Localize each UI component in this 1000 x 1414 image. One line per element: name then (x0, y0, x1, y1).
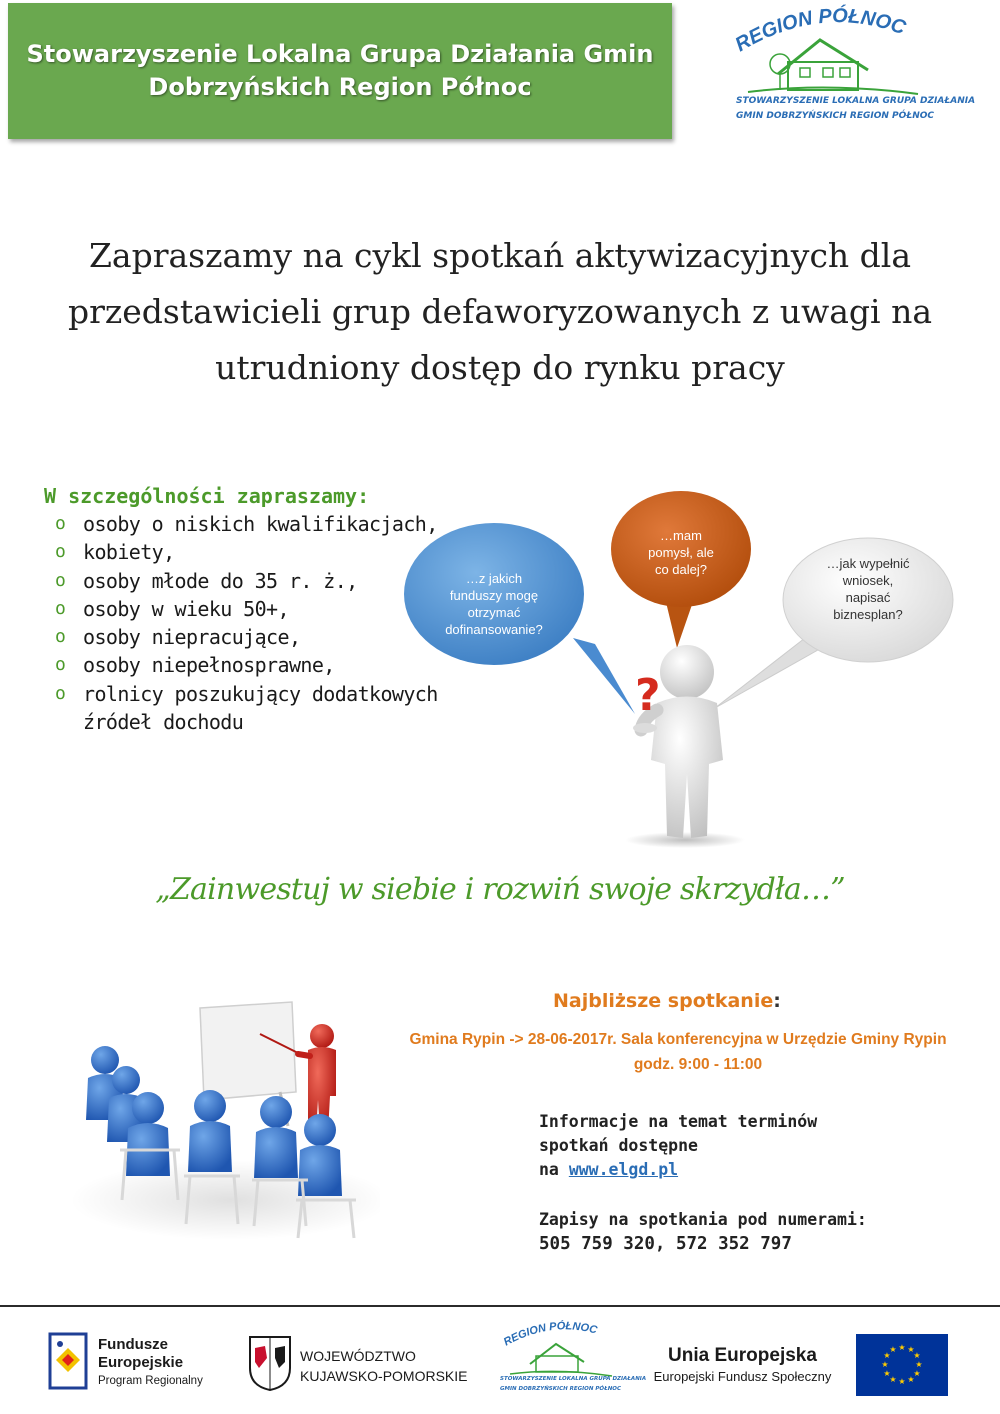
website-link[interactable]: www.elgd.pl (568, 1160, 679, 1179)
logo-subtitle-line1: STOWARZYSZENIE LOKALNA GRUPA DZIAŁANIA (736, 96, 976, 106)
wojewodztwo-text (300, 1346, 468, 1386)
motto-quote: „Zainwestuj w siebie i rozwiń swoje skrzydła…” (155, 872, 845, 907)
next-meeting-heading-text: Najbliższe spotkanie (553, 990, 774, 1012)
svg-text:★: ★ (898, 1377, 906, 1386)
logo-arc-text: REGION PÓŁNOC (731, 5, 909, 57)
eu-flag-icon (856, 1334, 948, 1396)
meeting-place-date: Gmina Rypin -> 28-06-2017r. Sala konferencyjna w Urzędzie Gminy Rypin (409, 1031, 947, 1048)
eu-line2: Europejski Fundusz Społeczny (653, 1369, 832, 1384)
blue-bubble-line1: …z jakich (465, 571, 523, 586)
fe-line2: Europejskie (98, 1354, 184, 1371)
list-item: o osoby niepracujące, (55, 623, 455, 651)
small-logo-sub2: GMIN DOBRZYŃSKICH REGION PÓŁNOC (500, 1386, 622, 1392)
fundusze-europejskie-logo-icon (48, 1330, 88, 1392)
blue-bubble-text (435, 570, 553, 638)
intro-line1: Zapraszamy na cykl spotkań aktywizacyjnych dla (88, 236, 912, 275)
list-item: o kobiety, (55, 538, 455, 566)
thinking-person-figure (625, 645, 745, 848)
organization-title-line2: Dobrzyńskich Region Północ (148, 73, 532, 101)
blue-bubble-line3: otrzymać (467, 605, 521, 620)
meeting-hours: godz. 9:00 - 11:00 (633, 1056, 763, 1073)
svg-text:★: ★ (913, 1369, 921, 1378)
question-mark-icon: ? (635, 670, 661, 721)
intro-text (60, 228, 940, 396)
next-meeting-heading-colon: : (773, 990, 781, 1012)
signup-text (539, 1208, 867, 1256)
region-polnoc-logo-small (500, 1320, 647, 1400)
svg-text:★: ★ (915, 1360, 923, 1369)
orange-bubble-line2: pomysł, ale (648, 545, 714, 560)
fe-line3: Program Regionalny (98, 1375, 203, 1387)
logo-subtitle-line2: GMIN DOBRZYŃSKICH REGION PÓŁNOC (736, 111, 935, 121)
footer-divider (0, 1305, 1000, 1307)
svg-text:★: ★ (889, 1345, 897, 1354)
list-item: o rolnicy poszukujący dodatkowych źródeł dochodu (55, 680, 455, 737)
info-line2: spotkań dostępne (539, 1136, 698, 1155)
blue-bubble-line4: dofinansowanie? (445, 622, 543, 637)
svg-text:★: ★ (913, 1351, 921, 1360)
svg-text:★: ★ (883, 1369, 891, 1378)
list-item: o osoby niepełnosprawne, (55, 651, 455, 679)
list-item: o osoby o niskich kwalifikacjach, (55, 510, 455, 538)
small-logo-arc-text: REGION PÓŁNOC (501, 1320, 599, 1349)
grey-bubble-line3: napisać (845, 590, 891, 605)
blue-bubble-line2: funduszy mogę (449, 588, 539, 603)
kujawsko-pomorskie-coat-of-arms-icon (247, 1334, 293, 1392)
small-logo-sub1: STOWARZYSZENIE LOKALNA GRUPA DZIAŁANIA (500, 1376, 647, 1382)
training-meeting-illustration (60, 1000, 380, 1240)
svg-text:★: ★ (881, 1360, 889, 1369)
orange-bubble-line1: …mam (660, 528, 702, 543)
fundusze-europejskie-text (98, 1336, 203, 1390)
orange-bubble-line3: co dalej? (654, 562, 708, 577)
intro-line2: przedstawicieli grup defaworyzowanych z uwagi na (67, 292, 933, 331)
organization-title-line1: Stowarzyszenie Lokalna Grupa Działania Gmin (26, 40, 654, 68)
signup-line1: Zapisy na spotkania pod numerami: (539, 1210, 867, 1229)
organization-title (8, 38, 672, 104)
grey-bubble-line4: biznesplan? (833, 607, 903, 622)
intro-line3: utrudniony dostęp do rynku pracy (215, 348, 785, 387)
svg-text:★: ★ (907, 1345, 915, 1354)
fe-line1: Fundusze (98, 1336, 168, 1353)
grey-bubble-line1: …jak wypełnić (826, 556, 910, 571)
woj-line1: WOJEWÓDZTWO (300, 1348, 416, 1364)
unia-europejska-text (640, 1345, 845, 1384)
info-text (539, 1110, 817, 1182)
orange-bubble-text (631, 527, 731, 578)
list-item: o osoby młode do 35 r. ż., (55, 567, 455, 595)
eu-line1: Unia Europejska (668, 1345, 817, 1366)
svg-text:★: ★ (883, 1351, 891, 1360)
region-polnoc-logo (728, 4, 976, 136)
signup-phone-numbers: 505 759 320, 572 352 797 (539, 1234, 792, 1254)
woj-line2: KUJAWSKO-POMORSKIE (300, 1368, 468, 1384)
svg-text:★: ★ (889, 1375, 897, 1384)
next-meeting-heading (553, 990, 781, 1012)
svg-text:★: ★ (898, 1343, 906, 1352)
list-item: o osoby w wieku 50+, (55, 595, 455, 623)
info-line3-prefix: na (539, 1160, 569, 1179)
svg-text:★: ★ (907, 1375, 915, 1384)
invitation-heading: W szczególności zapraszamy: (44, 484, 370, 508)
info-line1: Informacje na temat terminów (539, 1112, 818, 1131)
grey-bubble-line2: wniosek, (842, 573, 894, 588)
info-line3 (539, 1158, 817, 1182)
grey-bubble-text (808, 555, 928, 623)
